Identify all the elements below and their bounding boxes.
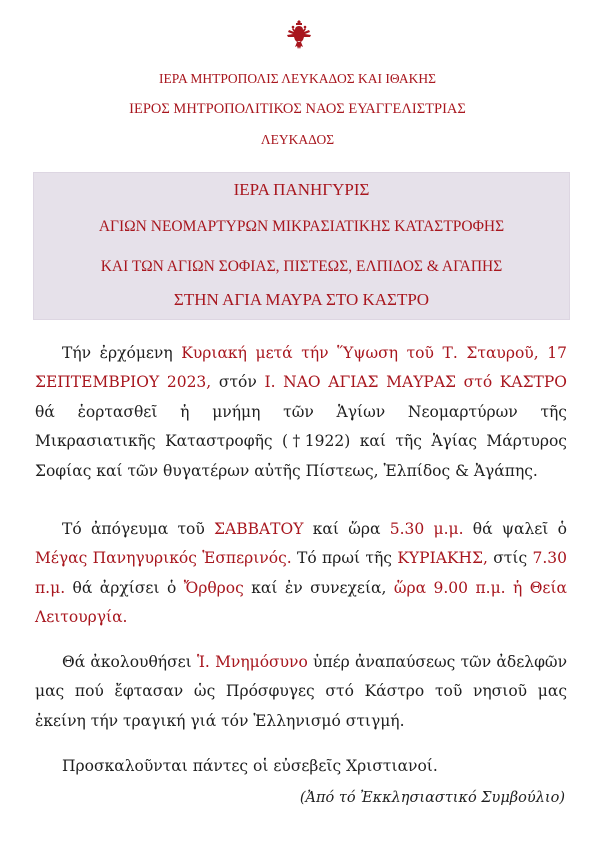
paragraph-schedule bbox=[35, 515, 567, 633]
banner-subtitle-2: ΚΑΙ ΤΩΝ ΑΓΙΩΝ ΣΟΦΙΑΣ, ΠΙΣΤΕΩΣ, ΕΛΠΙΔΟΣ & ΑΓΑΠΗΣ bbox=[100, 258, 503, 275]
title-banner bbox=[33, 172, 570, 320]
text-segment: θά ἑορτασθεῖ ἡ μνήμη τῶν Ἁγίων Νεομαρτύρων τῆς Μικρασιατικῆς Καταστροφῆς (†1922) καί τῆς Ἁγίας Μάρτυρος Σοφίας καί τῶν θυγατέρων αὐτῆς Πίστεως, Ἐλπίδος & Ἀγάπης. bbox=[35, 402, 567, 480]
double-headed-eagle-icon bbox=[286, 20, 312, 52]
highlight-saturday: ΣΑΒΒΑΤΟΥ bbox=[214, 520, 304, 538]
highlight-orthros: Ὄρθρος bbox=[183, 578, 244, 597]
text-segment: καί ὥρα bbox=[303, 520, 390, 538]
highlight-sunday: ΚΥΡΙΑΚΗΣ, bbox=[397, 549, 488, 568]
highlight-vespers-time: 5.30 μ.μ. bbox=[389, 520, 464, 538]
banner-location: ΣΤΗΝ ΑΓΙΑ ΜΑΥΡΑ ΣΤΟ ΚΑΣΤΡΟ bbox=[173, 290, 430, 309]
text-segment: στόν bbox=[211, 373, 265, 392]
highlight-liturgy: ὥρα 9.00 π.μ. ἡ Θεία Λειτουργία. bbox=[35, 578, 567, 627]
metropolis-title: ΙΕΡΑ ΜΗΤΡΟΠΟΛΙΣ ΛΕΥΚΑΔΟΣ ΚΑΙ ΙΘΑΚΗΣ bbox=[158, 71, 437, 86]
signature: (Ἀπό τό Ἐκκλησιαστικό Συμβούλιο) bbox=[299, 790, 565, 806]
text-segment: Τό πρωί τῆς bbox=[291, 549, 398, 568]
text-segment: Θά ἀκολουθήσει bbox=[62, 653, 197, 671]
highlight-vespers: Μέγας Πανηγυρικός Ἑσπερινός. bbox=[35, 549, 292, 568]
banner-heading: ΙΕΡΑ ΠΑΝΗΓΥΡΙΣ bbox=[233, 180, 370, 199]
text-segment: Προσκαλοῦνται πάντες οἱ εὐσεβεῖς Χριστιανοί. bbox=[62, 757, 438, 775]
banner-subtitle-1: ΑΓΙΩΝ ΝΕΟΜΑΡΤΥΡΩΝ ΜΙΚΡΑΣΙΑΤΙΚΗΣ ΚΑΤΑΣΤΡΟΦΗΣ bbox=[98, 218, 505, 235]
paragraph-invitation bbox=[35, 752, 567, 781]
paragraph-memorial bbox=[35, 648, 567, 736]
cathedral-title: ΙΕΡΟΣ ΜΗΤΡΟΠΟΛΙΤΙΚΟΣ ΝΑΟΣ ΕΥΑΓΓΕΛΙΣΤΡΙΑΣ bbox=[129, 101, 466, 117]
highlight-church: Ι. ΝΑΟ ΑΓΙΑΣ ΜΑΥΡΑΣ στό ΚΑΣΤΡΟ bbox=[264, 373, 568, 392]
text-segment: στίς bbox=[487, 549, 533, 568]
text-segment: Τήν ἐρχόμενη bbox=[62, 344, 182, 362]
text-segment: καί ἐν συνεχεία, bbox=[243, 578, 394, 597]
location-title: ΛΕΥΚΑΔΟΣ bbox=[260, 132, 335, 147]
highlight-orthros-time: 7.30 π.μ. bbox=[35, 549, 568, 597]
paragraph-announcement bbox=[35, 339, 567, 486]
highlight-memorial: Ἱ. Μνημόσυνο bbox=[196, 653, 308, 671]
text-segment: θά ἀρχίσει ὁ bbox=[65, 578, 184, 597]
text-segment: θά ψαλεῖ ὁ bbox=[463, 520, 567, 538]
text-segment: Τό ἀπόγευμα τοῦ bbox=[62, 520, 215, 538]
text-segment: ὑπέρ ἀναπαύσεως τῶν ἀδελφῶν μας πού ἔφτασαν ὡς Πρόσφυγες στό Κάστρο τοῦ νησιοῦ μας ἐκείνη τήν τραγική γιά τόν Ἑλληνισμό στιγμή. bbox=[35, 653, 567, 730]
highlight-date: Κυριακή μετά τήν Ὕψωση τοῦ Τ. Σταυροῦ, 17 ΣΕΠΤΕΜΒΡΙΟΥ 2023, bbox=[35, 344, 567, 392]
